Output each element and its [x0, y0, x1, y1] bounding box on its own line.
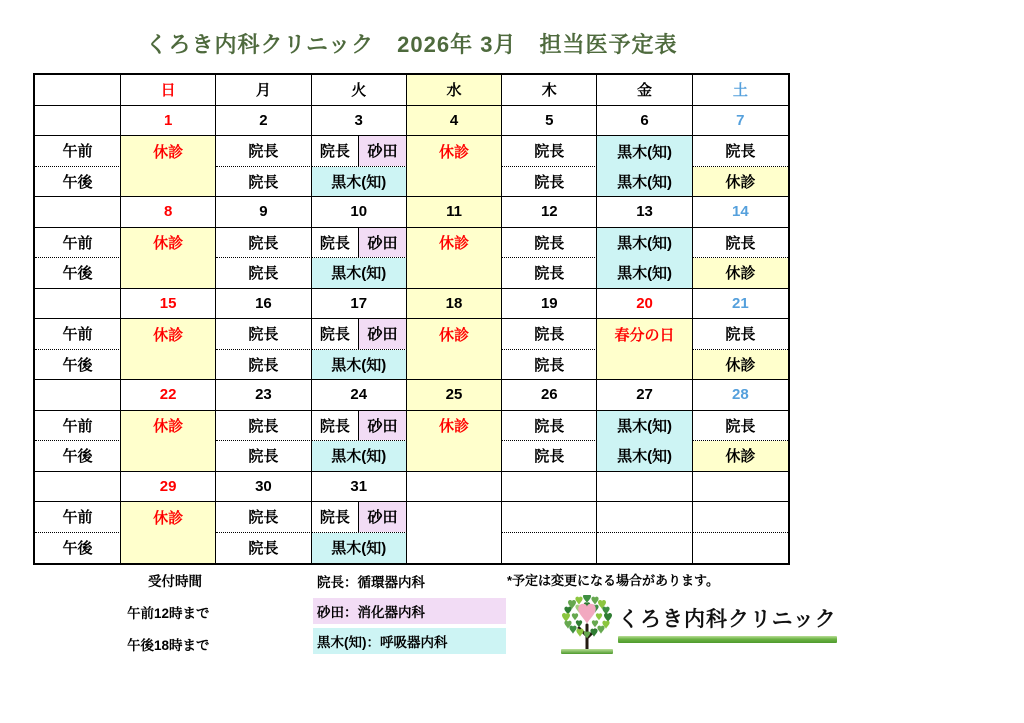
tree-leaf-heart [583, 595, 591, 603]
row-label-pm: 午後 [35, 167, 121, 198]
schedule-cell-am-sat [693, 502, 788, 533]
schedule-cell-pm-tue: 黒木(知) [312, 167, 407, 198]
date-cell-thu: 12 [502, 197, 597, 228]
tree-leaf-heart [569, 626, 576, 634]
split-cell-right: 砂田 [359, 411, 406, 441]
date-cell-thu: 26 [502, 380, 597, 411]
date-cell-wed [407, 472, 502, 503]
merged-cell-text: 休診 [153, 326, 184, 344]
schedule-cell-pm-thu: 院長 [502, 441, 597, 472]
logo-underline-bar [618, 636, 837, 643]
schedule-cell-merged-sun [121, 228, 216, 289]
legend-item-1: 砂田：消化器内科 [313, 598, 506, 624]
week-label-spacer [35, 289, 121, 320]
schedule-cell-am-mon: 院長 [216, 502, 311, 533]
tree-leaf-heart [572, 613, 578, 620]
schedule-cell-am-thu: 院長 [502, 319, 597, 350]
merged-cell-text: 休診 [438, 143, 469, 161]
schedule-cell-am-sat: 院長 [693, 319, 788, 350]
disclaimer-note: *予定は変更になる場合があります。 [507, 573, 720, 588]
schedule-cell-merged-sun [121, 136, 216, 197]
row-label-am: 午前 [35, 502, 121, 533]
tree-leaf-heart [597, 626, 604, 634]
tree-leaf-heart [575, 597, 582, 605]
merged-cell-text: 休診 [153, 418, 184, 436]
date-cell-sun: 1 [121, 106, 216, 137]
schedule-cell-merged-wed [407, 502, 502, 563]
schedule-cell-pm-tue: 黒木(知) [312, 533, 407, 564]
date-cell-mon: 16 [216, 289, 311, 320]
schedule-cell-pm-fri: 黒木(知) [597, 167, 692, 198]
split-cell-right: 砂田 [359, 228, 406, 258]
date-cell-tue: 17 [312, 289, 407, 320]
schedule-table [33, 73, 790, 565]
legend-item-0: 院長：循環器内科 [317, 575, 425, 590]
row-label-am: 午前 [35, 136, 121, 167]
split-cell-left: 院長 [312, 136, 360, 166]
schedule-cell-pm-tue: 黒木(知) [312, 441, 407, 472]
split-cell-left: 院長 [312, 319, 360, 349]
date-cell-sat: 7 [693, 106, 788, 137]
date-cell-mon: 9 [216, 197, 311, 228]
schedule-cell-am-tue [312, 319, 407, 350]
day-header-tue: 火 [312, 75, 407, 106]
tree-leaf-heart [576, 620, 582, 627]
tree-leaf-heart [562, 613, 570, 622]
date-cell-fri: 13 [597, 197, 692, 228]
split-cell-right: 砂田 [359, 136, 406, 166]
heart-tree-icon [559, 595, 615, 657]
date-cell-tue: 31 [312, 472, 407, 503]
date-cell-sun: 8 [121, 197, 216, 228]
date-cell-sun: 15 [121, 289, 216, 320]
date-cell-tue: 3 [312, 106, 407, 137]
split-cell-left: 院長 [312, 228, 360, 258]
schedule-cell-am-thu: 院長 [502, 228, 597, 259]
schedule-cell-merged-sun [121, 502, 216, 563]
row-label-pm: 午後 [35, 441, 121, 472]
day-header-mon: 月 [216, 75, 311, 106]
reception-heading: 受付時間 [148, 574, 202, 589]
merged-cell-text: 春分の日 [614, 326, 675, 344]
schedule-cell-pm-tue: 黒木(知) [312, 350, 407, 381]
schedule-cell-am-thu: 院長 [502, 136, 597, 167]
row-label-am: 午前 [35, 411, 121, 442]
merged-cell-text: 休診 [438, 235, 469, 253]
schedule-cell-pm-fri: 黒木(知) [597, 258, 692, 289]
date-cell-sat: 28 [693, 380, 788, 411]
date-cell-fri: 20 [597, 289, 692, 320]
schedule-cell-am-tue [312, 502, 407, 533]
row-label-pm: 午後 [35, 533, 121, 564]
schedule-cell-merged-fri [597, 319, 692, 380]
day-header-fri: 金 [597, 75, 692, 106]
tree-leaf-heart [591, 597, 598, 605]
date-cell-mon: 23 [216, 380, 311, 411]
schedule-cell-pm-thu: 院長 [502, 258, 597, 289]
schedule-cell-merged-wed [407, 228, 502, 289]
legend-item-2: 黒木(知)：呼吸器内科 [313, 628, 506, 654]
schedule-cell-pm-thu [502, 533, 597, 564]
doctor-legend [313, 568, 506, 658]
schedule-cell-am-tue [312, 411, 407, 442]
schedule-cell-am-mon: 院長 [216, 319, 311, 350]
schedule-cell-pm-mon: 院長 [216, 167, 311, 198]
date-cell-mon: 30 [216, 472, 311, 503]
schedule-cell-am-fri [597, 502, 692, 533]
date-cell-fri: 27 [597, 380, 692, 411]
schedule-cell-pm-fri [597, 533, 692, 564]
date-cell-fri [597, 472, 692, 503]
schedule-cell-am-thu: 院長 [502, 411, 597, 442]
date-cell-thu: 5 [502, 106, 597, 137]
day-header-thu: 木 [502, 75, 597, 106]
date-cell-mon: 2 [216, 106, 311, 137]
day-header-wed: 水 [407, 75, 502, 106]
logo-clinic-name: くろき内科クリニック [618, 608, 837, 631]
schedule-cell-am-mon: 院長 [216, 136, 311, 167]
schedule-cell-am-sat: 院長 [693, 411, 788, 442]
merged-cell-text: 休診 [438, 326, 469, 344]
reception-pm-line: 午後18時まで [127, 638, 210, 653]
date-cell-sun: 22 [121, 380, 216, 411]
schedule-cell-pm-sat: 休診 [693, 350, 788, 381]
date-cell-sun: 29 [121, 472, 216, 503]
schedule-cell-pm-thu: 院長 [502, 167, 597, 198]
schedule-cell-am-sat: 院長 [693, 228, 788, 259]
merged-cell-text: 休診 [153, 509, 184, 527]
merged-cell-text: 休診 [438, 418, 469, 436]
merged-cell-text [407, 502, 501, 533]
date-cell-wed: 18 [407, 289, 502, 320]
date-cell-tue: 24 [312, 380, 407, 411]
date-cell-thu: 19 [502, 289, 597, 320]
tree-leaf-heart [596, 613, 602, 620]
split-cell-right: 砂田 [359, 319, 406, 349]
date-cell-fri: 6 [597, 106, 692, 137]
day-header-sun: 日 [121, 75, 216, 106]
week-label-spacer [35, 472, 121, 503]
schedule-cell-merged-sun [121, 319, 216, 380]
row-label-am: 午前 [35, 228, 121, 259]
schedule-cell-pm-tue: 黒木(知) [312, 258, 407, 289]
schedule-cell-pm-mon: 院長 [216, 441, 311, 472]
schedule-cell-pm-mon: 院長 [216, 258, 311, 289]
schedule-cell-pm-sat [693, 533, 788, 564]
schedule-cell-pm-mon: 院長 [216, 350, 311, 381]
tree-ground [561, 649, 613, 654]
schedule-cell-am-tue [312, 228, 407, 259]
row-label-pm: 午後 [35, 350, 121, 381]
date-cell-sat: 14 [693, 197, 788, 228]
schedule-cell-pm-sat: 休診 [693, 167, 788, 198]
schedule-cell-pm-sat: 休診 [693, 441, 788, 472]
schedule-cell-am-sat: 院長 [693, 136, 788, 167]
date-cell-thu [502, 472, 597, 503]
schedule-cell-am-tue [312, 136, 407, 167]
schedule-cell-merged-wed [407, 319, 502, 380]
date-cell-wed: 4 [407, 106, 502, 137]
row-label-am: 午前 [35, 319, 121, 350]
clinic-logo [559, 595, 837, 657]
reception-am-line: 午前12時まで [127, 606, 210, 621]
week-label-spacer [35, 106, 121, 137]
merged-cell-text: 休診 [153, 143, 184, 161]
schedule-cell-pm-fri: 黒木(知) [597, 441, 692, 472]
schedule-cell-am-mon: 院長 [216, 228, 311, 259]
split-cell-left: 院長 [312, 502, 360, 532]
schedule-cell-am-fri: 黒木(知) [597, 228, 692, 259]
merged-cell-text: 休診 [153, 235, 184, 253]
reception-hours [117, 570, 233, 666]
date-cell-tue: 10 [312, 197, 407, 228]
header-corner-cell [35, 75, 121, 106]
split-cell-right: 砂田 [359, 502, 406, 532]
schedule-cell-pm-thu: 院長 [502, 350, 597, 381]
schedule-cell-merged-wed [407, 411, 502, 472]
logo-text-block [618, 603, 837, 643]
schedule-cell-merged-sun [121, 411, 216, 472]
schedule-cell-pm-mon: 院長 [216, 533, 311, 564]
tree-leaf-heart [592, 620, 598, 627]
schedule-cell-am-thu [502, 502, 597, 533]
date-cell-wed: 11 [407, 197, 502, 228]
tree-leaf-heart [604, 613, 612, 622]
schedule-cell-merged-wed [407, 136, 502, 197]
row-label-pm: 午後 [35, 258, 121, 289]
day-header-sat: 土 [693, 75, 788, 106]
date-cell-wed: 25 [407, 380, 502, 411]
page-title: くろき内科クリニック 2026年 3月 担当医予定表 [145, 32, 678, 57]
week-label-spacer [35, 197, 121, 228]
schedule-cell-am-mon: 院長 [216, 411, 311, 442]
week-label-spacer [35, 380, 121, 411]
schedule-cell-pm-sat: 休診 [693, 258, 788, 289]
date-cell-sat [693, 472, 788, 503]
date-cell-sat: 21 [693, 289, 788, 320]
split-cell-left: 院長 [312, 411, 360, 441]
schedule-cell-am-fri: 黒木(知) [597, 136, 692, 167]
schedule-cell-am-fri: 黒木(知) [597, 411, 692, 442]
